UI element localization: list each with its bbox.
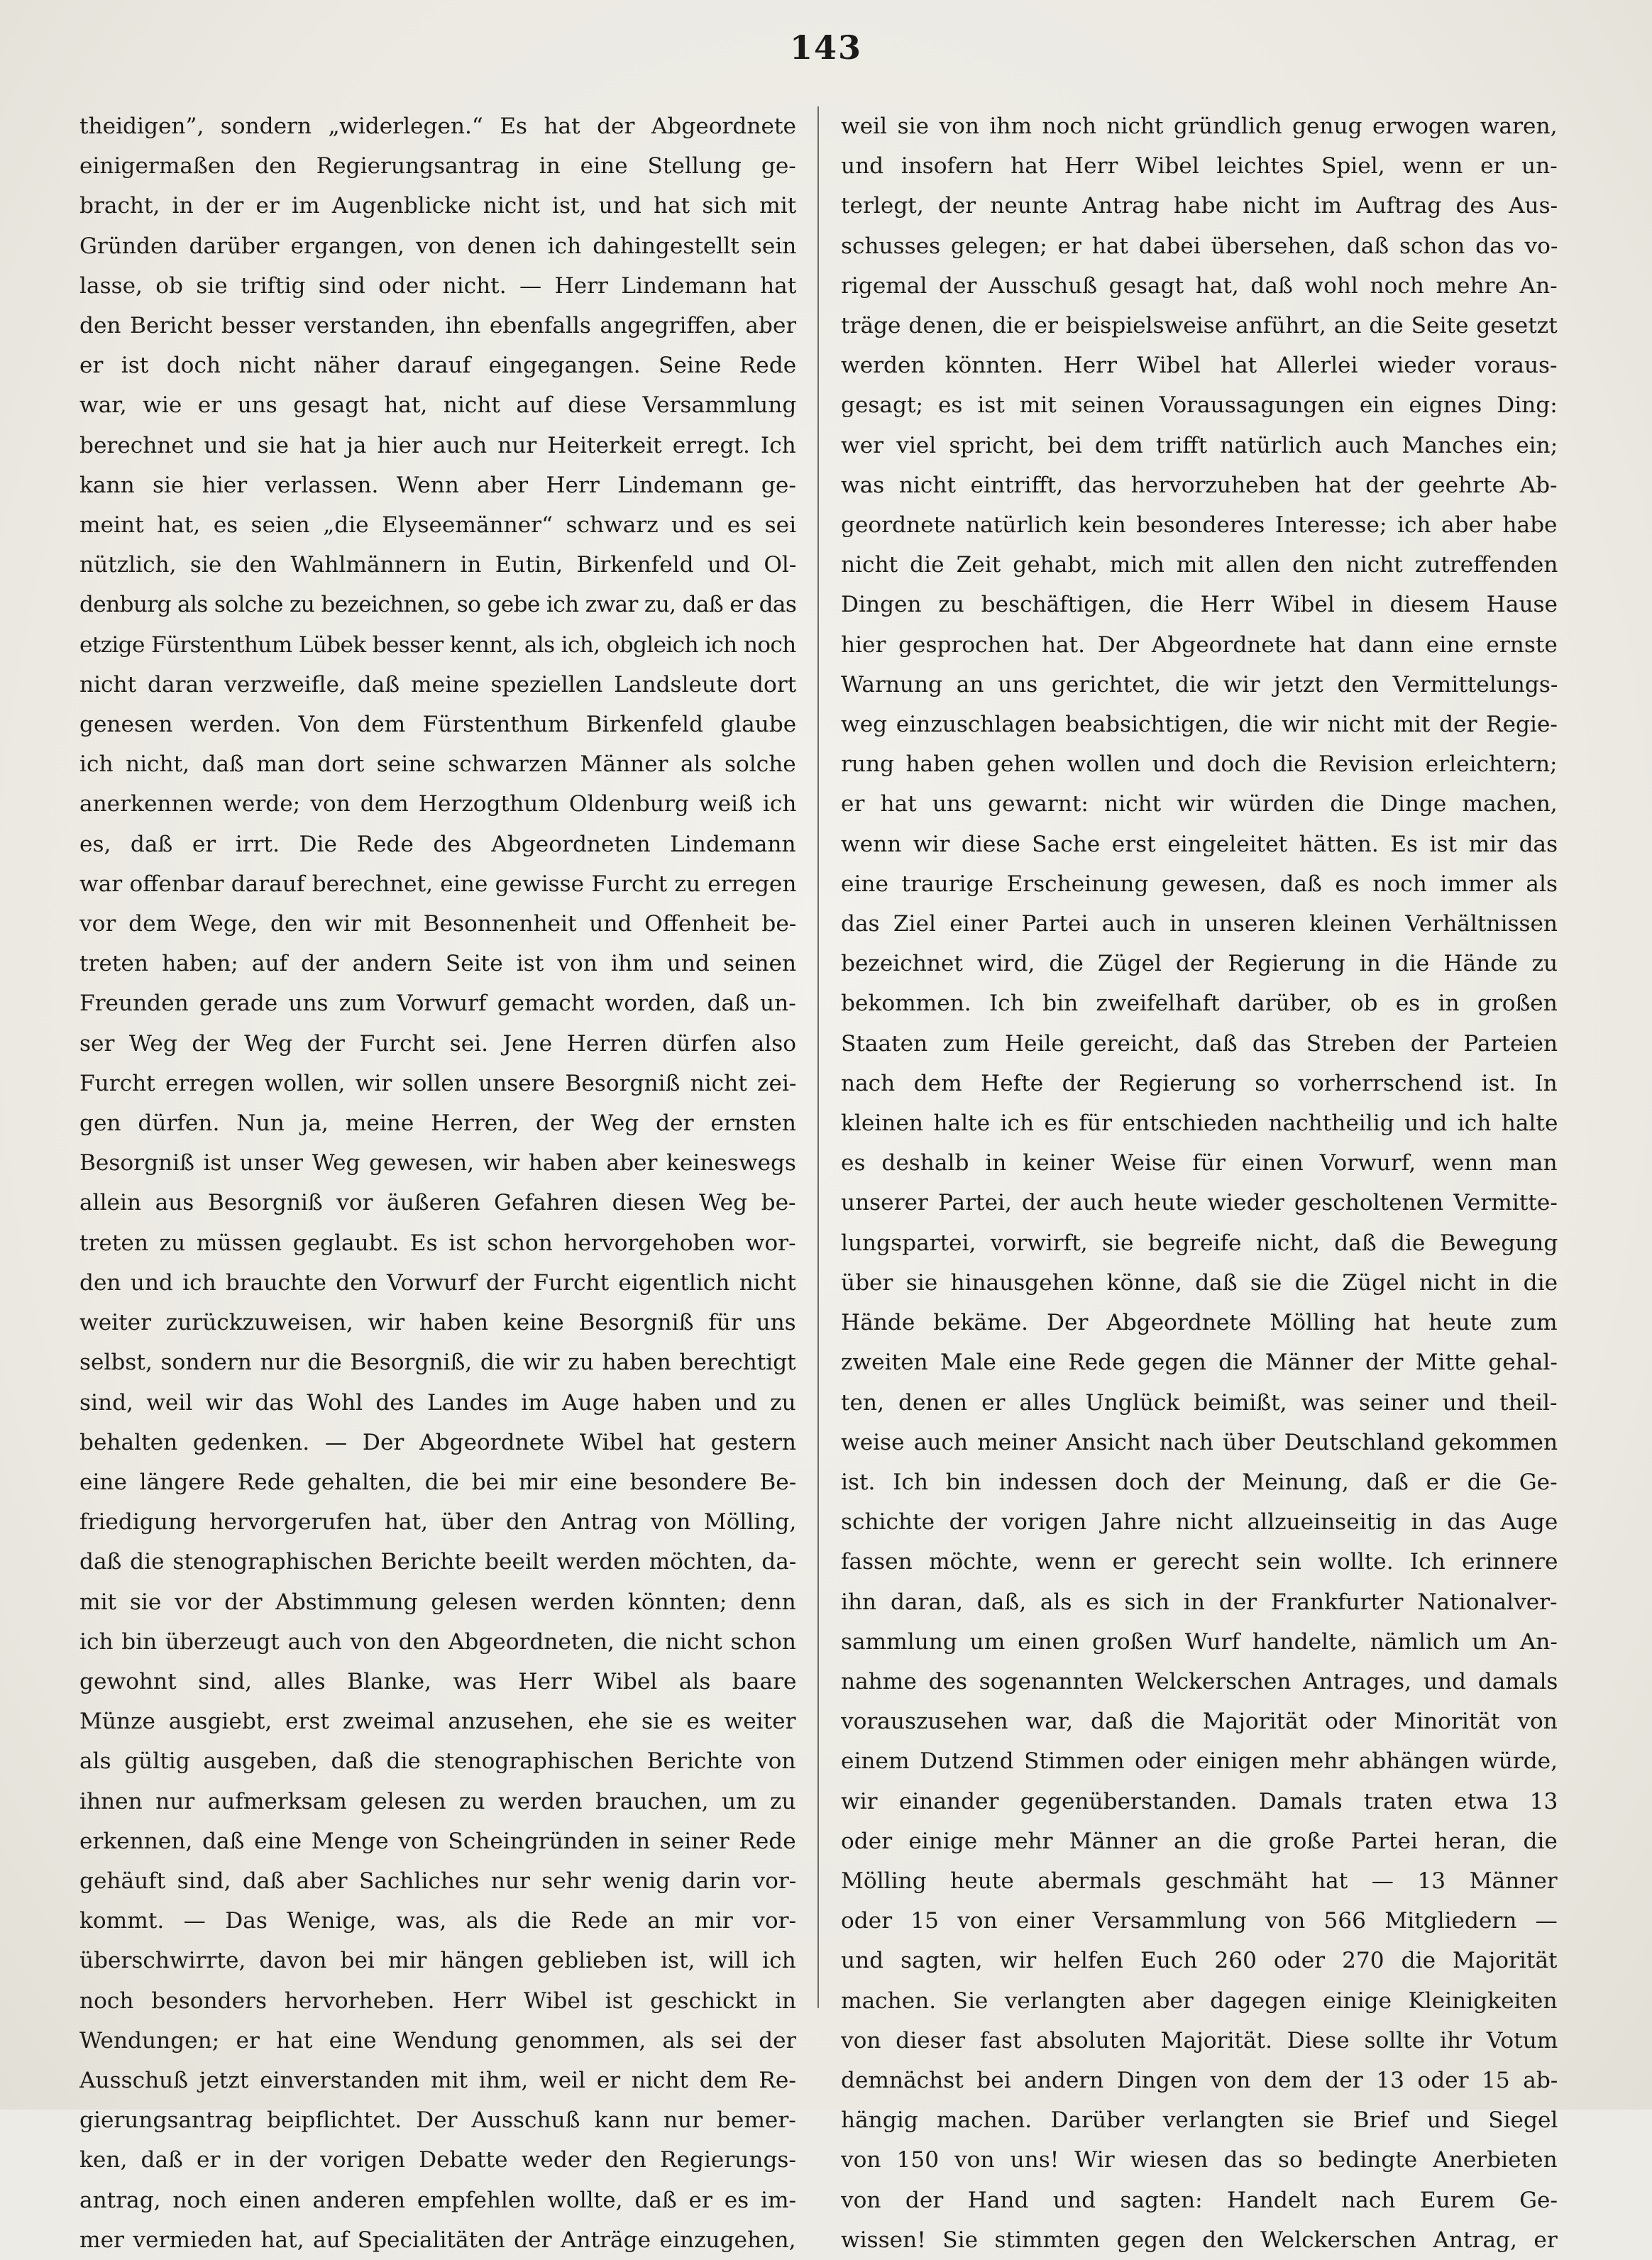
text-line: nützlich, sie den Wahlmännern in Eutin, Birkenfeld und Ol- bbox=[79, 552, 796, 578]
text-line: genesen werden. Von dem Fürstenthum Birkenfeld glaube bbox=[79, 712, 796, 738]
text-line: treten haben; auf der andern Seite ist von ihm und seinen bbox=[79, 951, 796, 977]
text-line: über sie hinausgehen könne, daß sie die Zügel nicht in die bbox=[841, 1269, 1558, 1296]
text-line: allein aus Besorgniß vor äußeren Gefahren diesen Weg be- bbox=[79, 1190, 796, 1216]
text-line: es deshalb in keiner Weise für einen Vorwurf, wenn man bbox=[841, 1150, 1558, 1176]
text-line: ihn daran, daß, als es sich in der Frankfurter Nationalver- bbox=[841, 1589, 1558, 1615]
text-line: lungspartei, vorwirft, sie begreife nicht, daß die Bewegung bbox=[841, 1230, 1558, 1256]
text-line: wir einander gegenüberstanden. Damals traten etwa 13 bbox=[841, 1788, 1558, 1814]
text-line: kann sie hier verlassen. Wenn aber Herr Lindemann ge- bbox=[79, 472, 796, 498]
text-line: es, daß er irrt. Die Rede des Abgeordneten Lindemann bbox=[79, 831, 796, 857]
text-line: schichte der vorigen Jahre nicht allzueinseitig in das Auge bbox=[841, 1509, 1558, 1536]
text-line: ser Weg der Weg der Furcht sei. Jene Herren dürfen also bbox=[79, 1030, 796, 1057]
text-line: Warnung an uns gerichtet, die wir jetzt den Vermittelungs- bbox=[841, 671, 1558, 698]
text-line: werden könnten. Herr Wibel hat Allerlei wieder voraus- bbox=[841, 353, 1558, 379]
text-line: sammlung um einen großen Wurf handelte, nämlich um An- bbox=[841, 1628, 1558, 1655]
text-line: Staaten zum Heile gereicht, daß das Streben der Parteien bbox=[841, 1030, 1558, 1057]
text-line: meint hat, es seien „die Elyseemänner“ schwarz und es sei bbox=[79, 512, 796, 539]
text-line: Ausschuß jetzt einverstanden mit ihm, weil er nicht dem Re- bbox=[79, 2067, 796, 2093]
text-line: ist. Ich bin indessen doch der Meinung, daß er die Ge- bbox=[841, 1469, 1558, 1495]
text-line: wenn wir diese Sache erst eingeleitet hätten. Es ist mir das bbox=[841, 831, 1558, 857]
text-line: einem Dutzend Stimmen oder einigen mehr abhängen würde, bbox=[841, 1748, 1558, 1775]
text-line: bezeichnet wird, die Zügel der Regierung in die Hände zu bbox=[841, 951, 1558, 977]
text-line: von dieser fast absoluten Majorität. Diese sollte ihr Votum bbox=[841, 2027, 1558, 2054]
text-line: gesagt; es ist mit seinen Voraussagungen ein eignes Ding: bbox=[841, 392, 1558, 419]
text-line: fassen möchte, wenn er gerecht sein wollte. Ich erinnere bbox=[841, 1549, 1558, 1575]
text-line: gen dürfen. Nun ja, meine Herren, der Weg der ernsten bbox=[79, 1110, 796, 1137]
text-line: theidigen”, sondern „widerlegen.“ Es hat der Abgeordnete bbox=[79, 114, 796, 139]
text-line: unserer Partei, der auch heute wieder gescholtenen Vermitte- bbox=[841, 1190, 1558, 1216]
text-line: nicht daran verzweifle, daß meine speziellen Landsleute dort bbox=[79, 671, 796, 698]
text-line: Wendungen; er hat eine Wendung genommen, als sei der bbox=[79, 2027, 796, 2054]
text-line: einigermaßen den Regierungsantrag in eine Stellung ge- bbox=[79, 153, 796, 180]
text-line: friedigung hervorgerufen hat, über den Antrag von Mölling, bbox=[79, 1509, 796, 1536]
text-line: berechnet und sie hat ja hier auch nur Heiterkeit erregt. Ich bbox=[79, 432, 796, 458]
text-line: weiter zurückzuweisen, wir haben keine Besorgniß für uns bbox=[79, 1310, 796, 1336]
text-line: überschwirrte, davon bei mir hängen geblieben ist, will ich bbox=[79, 1948, 796, 1974]
text-line: rigemal der Ausschuß gesagt hat, daß wohl noch mehre An- bbox=[841, 272, 1558, 299]
text-line: oder 15 von einer Versammlung von 566 Mitgliedern — bbox=[841, 1908, 1558, 1934]
text-line: gierungsantrag beipflichtet. Der Ausschuß kann nur bemer- bbox=[79, 2107, 796, 2134]
text-line: behalten gedenken. — Der Abgeordnete Wibel hat gestern bbox=[79, 1429, 796, 1455]
text-line: rung haben gehen wollen und doch die Revision erleichtern; bbox=[841, 751, 1558, 778]
text-line: von 150 von uns! Wir wiesen das so bedingte Anerbieten bbox=[841, 2147, 1558, 2173]
text-line: ken, daß er in der vorigen Debatte weder den Regierungs- bbox=[79, 2147, 796, 2173]
text-line: Dingen zu beschäftigen, die Herr Wibel in diesem Hause bbox=[841, 592, 1558, 618]
text-line: war, wie er uns gesagt hat, nicht auf diese Versammlung bbox=[79, 392, 796, 419]
text-line: bekommen. Ich bin zweifelhaft darüber, ob es in großen bbox=[841, 991, 1558, 1017]
text-line: daß die stenographischen Berichte beeilt werden möchten, da- bbox=[79, 1549, 796, 1575]
text-line: Besorgniß ist unser Weg gewesen, wir haben aber keineswegs bbox=[79, 1150, 796, 1176]
text-line: von der Hand und sagten: Handelt nach Eurem Ge- bbox=[841, 2187, 1558, 2213]
text-line: vor dem Wege, den wir mit Besonnenheit und Offenheit be- bbox=[79, 911, 796, 937]
text-line: gewohnt sind, alles Blanke, was Herr Wibel als baare bbox=[79, 1668, 796, 1694]
text-line: antrag, noch einen anderen empfehlen wollte, daß er es im- bbox=[79, 2187, 796, 2213]
text-line: geordnete natürlich kein besonderes Interesse; ich aber habe bbox=[841, 512, 1558, 539]
text-line: Freunden gerade uns zum Vorwurf gemacht worden, daß un- bbox=[79, 991, 796, 1017]
text-line: Münze ausgiebt, erst zweimal anzusehen, ehe sie es weiter bbox=[79, 1709, 796, 1735]
text-line: was nicht eintrifft, das hervorzuheben hat der geehrte Ab- bbox=[841, 472, 1558, 498]
text-line: demnächst bei andern Dingen von dem der 13 oder 15 ab- bbox=[841, 2067, 1558, 2093]
text-line: zweiten Male eine Rede gegen die Männer der Mitte gehal- bbox=[841, 1350, 1558, 1376]
text-line: das Ziel einer Partei auch in unseren kleinen Verhältnissen bbox=[841, 911, 1558, 937]
text-line: selbst, sondern nur die Besorgniß, die wir zu haben berechtigt bbox=[79, 1350, 796, 1376]
text-line: Hände bekäme. Der Abgeordnete Mölling hat heute zum bbox=[841, 1310, 1558, 1336]
text-line: ten, denen er alles Unglück beimißt, was seiner und theil- bbox=[841, 1389, 1558, 1416]
text-line: den Bericht besser verstanden, ihn ebenfalls angegriffen, aber bbox=[79, 313, 796, 339]
text-line: machen. Sie verlangten aber dagegen einige Kleinigkeiten bbox=[841, 1988, 1558, 2014]
text-line: sind, weil wir das Wohl des Landes im Auge haben und zu bbox=[79, 1389, 796, 1416]
text-line: Furcht erregen wollen, wir sollen unsere Besorgniß nicht zei- bbox=[79, 1070, 796, 1096]
text-line: mit sie vor der Abstimmung gelesen werden könnten; denn bbox=[79, 1589, 796, 1615]
text-line: hängig machen. Darüber verlangten sie Brief und Siegel bbox=[841, 2107, 1558, 2134]
text-column-right bbox=[841, 106, 1558, 2260]
text-line: ich nicht, daß man dort seine schwarzen Männer als solche bbox=[79, 751, 796, 778]
text-line: als gültig ausgeben, daß die stenographischen Berichte von bbox=[79, 1748, 796, 1775]
text-line: terlegt, der neunte Antrag habe nicht im Auftrag des Aus- bbox=[841, 193, 1558, 219]
text-line: vorauszusehen war, daß die Majorität oder Minorität von bbox=[841, 1709, 1558, 1735]
column-divider bbox=[817, 106, 819, 2008]
text-line: eine längere Rede gehalten, die bei mir eine besondere Be- bbox=[79, 1469, 796, 1495]
text-line: etzige Fürstenthum Lübek besser kennt, als ich, obgleich ich noch bbox=[79, 632, 796, 658]
text-line: wer viel spricht, bei dem trifft natürlich auch Manches ein; bbox=[841, 432, 1558, 458]
text-line: er hat uns gewarnt: nicht wir würden die Dinge machen, bbox=[841, 791, 1558, 817]
page-number: 143 bbox=[789, 28, 863, 67]
text-line: und insofern hat Herr Wibel leichtes Spiel, wenn er un- bbox=[841, 153, 1558, 180]
text-line: schusses gelegen; er hat dabei übersehen, daß schon das vo- bbox=[841, 233, 1558, 259]
text-line: weise auch meiner Ansicht nach über Deutschland gekommen bbox=[841, 1429, 1558, 1455]
text-line: denburg als solche zu bezeichnen, so gebe ich zwar zu, daß er das bbox=[79, 592, 796, 618]
text-line: träge denen, die er beispielsweise anführt, an die Seite gesetzt bbox=[841, 313, 1558, 339]
text-line: weil sie von ihm noch nicht gründlich genug erwogen waren, bbox=[841, 114, 1558, 139]
text-line: weg einzuschlagen beabsichtigen, die wir nicht mit der Regie- bbox=[841, 712, 1558, 738]
text-line: den und ich brauchte den Vorwurf der Furcht eigentlich nicht bbox=[79, 1269, 796, 1296]
text-line: erkennen, daß eine Menge von Scheingründen in seiner Rede bbox=[79, 1828, 796, 1854]
text-line: ich bin überzeugt auch von den Abgeordneten, die nicht schon bbox=[79, 1628, 796, 1655]
text-line: nahme des sogenannten Welckerschen Antrages, und damals bbox=[841, 1668, 1558, 1694]
text-line: ihnen nur aufmerksam gelesen zu werden brauchen, um zu bbox=[79, 1788, 796, 1814]
text-line: noch besonders hervorheben. Herr Wibel ist geschickt in bbox=[79, 1988, 796, 2014]
text-line: wissen! Sie stimmten gegen den Welckerschen Antrag, er bbox=[841, 2227, 1558, 2253]
text-line: eine traurige Erscheinung gewesen, daß es noch immer als bbox=[841, 871, 1558, 897]
text-column-left bbox=[79, 106, 796, 2260]
text-line: treten zu müssen geglaubt. Es ist schon hervorgehoben wor- bbox=[79, 1230, 796, 1256]
text-line: kommt. — Das Wenige, was, als die Rede an mir vor- bbox=[79, 1908, 796, 1934]
text-line: nicht die Zeit gehabt, mich mit allen den nicht zutreffenden bbox=[841, 552, 1558, 578]
text-line: und sagten, wir helfen Euch 260 oder 270 die Majorität bbox=[841, 1948, 1558, 1974]
text-line: mer vermieden hat, auf Specialitäten der Anträge einzugehen, bbox=[79, 2227, 796, 2253]
text-line: nach dem Hefte der Regierung so vorherrschend ist. In bbox=[841, 1070, 1558, 1096]
text-line: Gründen darüber ergangen, von denen ich dahingestellt sein bbox=[79, 233, 796, 259]
text-line: oder einige mehr Männer an die große Partei heran, die bbox=[841, 1828, 1558, 1854]
text-line: anerkennen werde; von dem Herzogthum Oldenburg weiß ich bbox=[79, 791, 796, 817]
text-line: kleinen halte ich es für entschieden nachtheilig und ich halte bbox=[841, 1110, 1558, 1137]
text-line: Mölling heute abermals geschmäht hat — 13 Männer bbox=[841, 1868, 1558, 1894]
text-line: lasse, ob sie triftig sind oder nicht. — Herr Lindemann hat bbox=[79, 272, 796, 299]
text-line: hier gesprochen hat. Der Abgeordnete hat dann eine ernste bbox=[841, 632, 1558, 658]
text-line: er ist doch nicht näher darauf eingegangen. Seine Rede bbox=[79, 353, 796, 379]
text-line: war offenbar darauf berechnet, eine gewisse Furcht zu erregen bbox=[79, 871, 796, 897]
text-line: bracht, in der er im Augenblicke nicht ist, und hat sich mit bbox=[79, 193, 796, 219]
text-line: gehäuft sind, daß aber Sachliches nur sehr wenig darin vor- bbox=[79, 1868, 796, 1894]
